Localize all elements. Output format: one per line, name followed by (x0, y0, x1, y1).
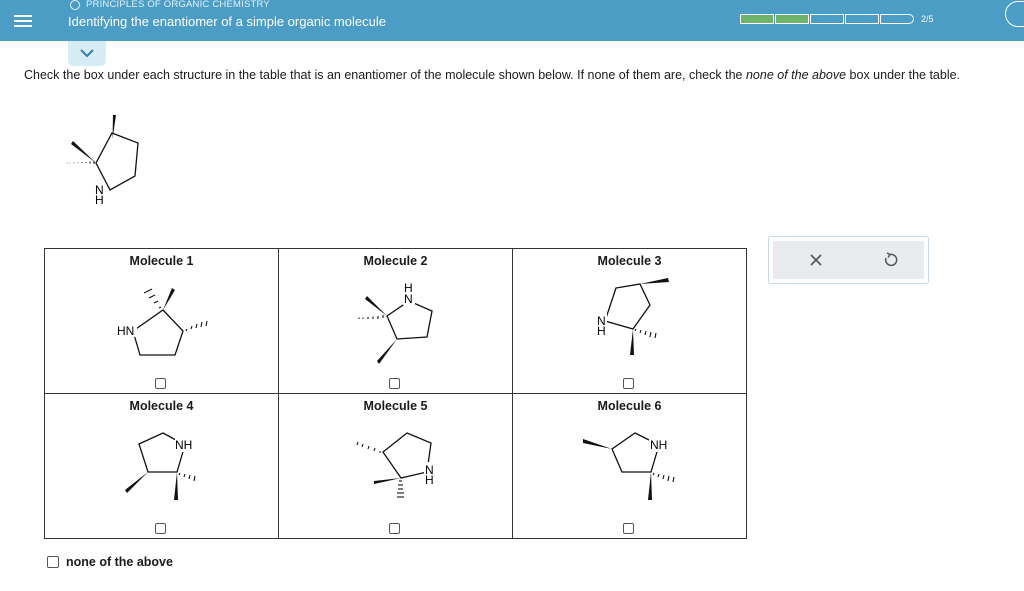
molecule-3-checkbox[interactable] (623, 378, 634, 389)
instructions-emphasis: none of the above (745, 68, 847, 82)
molecule-cell-4 (45, 394, 279, 539)
molecule-5-checkbox[interactable] (389, 523, 400, 534)
molecule-cell-5 (279, 394, 513, 539)
molecule-2-structure (279, 273, 513, 373)
instructions-part1: Check the box under each structure in the table that is an enantiomer of the molecule shown below. If none of them are, check the (24, 68, 746, 82)
molecule-label: Molecule 3 (597, 254, 662, 268)
target-molecule (58, 108, 158, 208)
molecule-6-structure (513, 418, 747, 518)
atom-label-h: H (95, 193, 104, 207)
collapse-button[interactable] (68, 41, 106, 66)
molecule-1-checkbox[interactable] (155, 378, 166, 389)
progress-segment (845, 14, 879, 24)
undo-icon[interactable] (881, 251, 899, 269)
atom-label-n: N (404, 292, 413, 306)
hamburger-icon (14, 12, 32, 30)
top-bar (0, 0, 1024, 41)
answer-tools-panel (768, 236, 929, 284)
chevron-down-icon (80, 49, 94, 58)
atom-label-h: H (597, 324, 606, 338)
progress-segment (740, 14, 774, 24)
progress-bar (740, 14, 934, 24)
atom-label-hn: HN (117, 324, 135, 338)
close-icon[interactable] (807, 251, 825, 269)
atom-label-n: N (95, 183, 104, 197)
breadcrumb-label: PRINCIPLES OF ORGANIC CHEMISTRY (86, 0, 270, 10)
menu-button[interactable] (0, 0, 46, 41)
page-title: Identifying the enantiomer of a simple organic molecule (68, 14, 386, 29)
progress-text: 2/5 (921, 14, 934, 24)
atom-label-nh: NH (175, 438, 193, 452)
molecule-table (44, 248, 747, 539)
atom-label-nh: NH (650, 438, 668, 452)
molecule-2-checkbox[interactable] (389, 378, 400, 389)
progress-segment (810, 14, 844, 24)
molecule-label: Molecule 4 (129, 399, 194, 413)
none-of-the-above-option[interactable] (47, 555, 173, 569)
molecule-label: Molecule 2 (363, 254, 428, 268)
molecule-cell-6 (513, 394, 747, 539)
molecule-4-structure (45, 418, 279, 518)
molecule-4-checkbox[interactable] (155, 523, 166, 534)
molecule-5-structure (279, 418, 513, 518)
atom-label-h: H (404, 281, 413, 295)
progress-segment (775, 14, 809, 24)
progress-segment (880, 14, 914, 24)
molecule-label: Molecule 6 (597, 399, 662, 413)
molecule-cell-2 (279, 249, 513, 394)
instructions-part2: box under the table. (846, 68, 961, 82)
instructions-text (24, 68, 1024, 83)
molecule-label: Molecule 5 (363, 399, 428, 413)
none-of-the-above-checkbox[interactable] (47, 556, 59, 568)
atom-label-h: H (425, 473, 434, 487)
atom-label-n: N (425, 463, 434, 477)
answer-tools-toolbar (773, 241, 924, 279)
atom-label-n: N (597, 314, 606, 328)
molecule-cell-1 (45, 249, 279, 394)
molecule-cell-3 (513, 249, 747, 394)
timer-button[interactable] (1005, 1, 1024, 27)
circle-icon (70, 0, 80, 10)
none-of-the-above-label: none of the above (66, 555, 173, 569)
molecule-6-checkbox[interactable] (623, 523, 634, 534)
breadcrumb (70, 0, 270, 10)
molecule-label: Molecule 1 (129, 254, 194, 268)
molecule-1-structure (45, 273, 279, 373)
molecule-3-structure (513, 273, 747, 373)
